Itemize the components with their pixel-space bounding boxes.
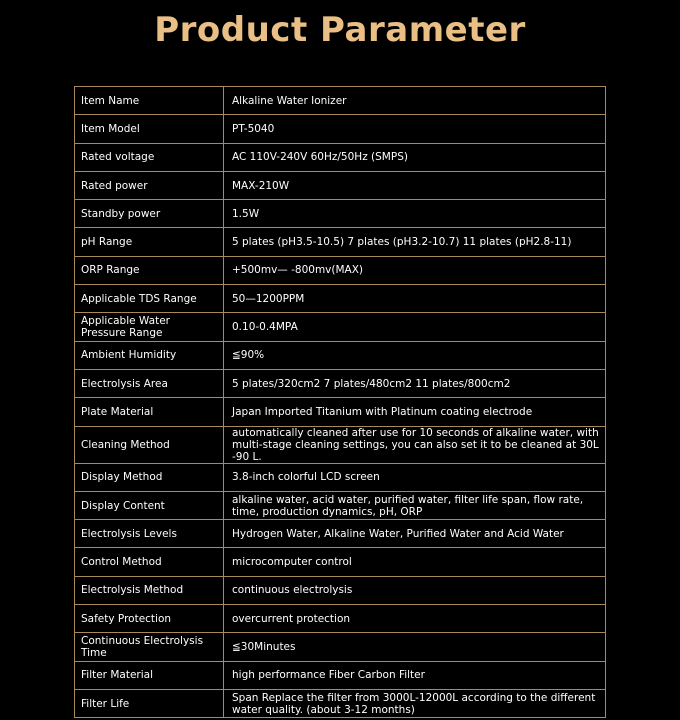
- parameter-label: Electrolysis Levels: [75, 520, 224, 548]
- table-row: [75, 633, 606, 661]
- parameter-label: Safety Protection: [75, 605, 224, 633]
- parameter-value: high performance Fiber Carbon Filter: [224, 661, 606, 689]
- parameter-label: Rated voltage: [75, 143, 224, 171]
- table-row: [75, 426, 606, 463]
- parameter-value: +500mv— -800mv(MAX): [224, 256, 606, 284]
- table-row: [75, 491, 606, 519]
- table-row: [75, 341, 606, 369]
- table-row: [75, 576, 606, 604]
- table-row: [75, 87, 606, 115]
- table-row: [75, 605, 606, 633]
- table-row: [75, 689, 606, 717]
- table-row: [75, 661, 606, 689]
- parameter-value: 3.8-inch colorful LCD screen: [224, 463, 606, 491]
- parameter-value: Span Replace the filter from 3000L-12000L according to the different water quality. (about 3-12 months): [224, 689, 606, 717]
- table-row: [75, 115, 606, 143]
- parameter-table: [74, 86, 606, 718]
- parameter-label: Cleaning Method: [75, 426, 224, 463]
- parameter-value: Japan Imported Titanium with Platinum coating electrode: [224, 398, 606, 426]
- parameter-label: Display Method: [75, 463, 224, 491]
- parameter-value: automatically cleaned after use for 10 seconds of alkaline water, with multi-stage cleaning settings, you can also set it to be cleaned at 30L -90 L.: [224, 426, 606, 463]
- table-row: [75, 228, 606, 256]
- parameter-value: Alkaline Water Ionizer: [224, 87, 606, 115]
- table-row: [75, 463, 606, 491]
- parameter-value: ≦30Minutes: [224, 633, 606, 661]
- table-row: [75, 171, 606, 199]
- parameter-value: alkaline water, acid water, purified water, filter life span, flow rate, time, production dynamics, pH, ORP: [224, 491, 606, 519]
- parameter-label: Rated power: [75, 171, 224, 199]
- parameter-table-body: [75, 87, 606, 718]
- table-row: [75, 256, 606, 284]
- table-row: [75, 285, 606, 313]
- table-row: [75, 200, 606, 228]
- parameter-value: 50—1200PPM: [224, 285, 606, 313]
- parameter-label: Item Model: [75, 115, 224, 143]
- table-row: [75, 548, 606, 576]
- parameter-value: 5 plates/320cm2 7 plates/480cm2 11 plates/800cm2: [224, 369, 606, 397]
- parameter-label: Continuous Electrolysis Time: [75, 633, 224, 661]
- parameter-label: Applicable TDS Range: [75, 285, 224, 313]
- table-row: [75, 398, 606, 426]
- parameter-label: Electrolysis Method: [75, 576, 224, 604]
- parameter-label: Plate Material: [75, 398, 224, 426]
- parameter-label: Applicable Water Pressure Range: [75, 313, 224, 341]
- parameter-value: overcurrent protection: [224, 605, 606, 633]
- table-row: [75, 520, 606, 548]
- parameter-value: 1.5W: [224, 200, 606, 228]
- parameter-value: 0.10-0.4MPA: [224, 313, 606, 341]
- parameter-label: Filter Material: [75, 661, 224, 689]
- parameter-value: 5 plates (pH3.5-10.5) 7 plates (pH3.2-10.7) 11 plates (pH2.8-11): [224, 228, 606, 256]
- parameter-value: Hydrogen Water, Alkaline Water, Purified Water and Acid Water: [224, 520, 606, 548]
- table-row: [75, 143, 606, 171]
- parameter-value: AC 110V-240V 60Hz/50Hz (SMPS): [224, 143, 606, 171]
- parameter-label: Electrolysis Area: [75, 369, 224, 397]
- parameter-label: Standby power: [75, 200, 224, 228]
- table-row: [75, 369, 606, 397]
- parameter-label: Ambient Humidity: [75, 341, 224, 369]
- parameter-value: ≦90%: [224, 341, 606, 369]
- parameter-value: MAX-210W: [224, 171, 606, 199]
- parameter-value: microcomputer control: [224, 548, 606, 576]
- parameter-label: Item Name: [75, 87, 224, 115]
- parameter-label: ORP Range: [75, 256, 224, 284]
- parameter-label: Filter Life: [75, 689, 224, 717]
- parameter-label: pH Range: [75, 228, 224, 256]
- page-title: Product Parameter: [154, 10, 526, 50]
- parameter-value: continuous electrolysis: [224, 576, 606, 604]
- table-row: [75, 313, 606, 341]
- parameter-value: PT-5040: [224, 115, 606, 143]
- parameter-label: Control Method: [75, 548, 224, 576]
- parameter-label: Display Content: [75, 491, 224, 519]
